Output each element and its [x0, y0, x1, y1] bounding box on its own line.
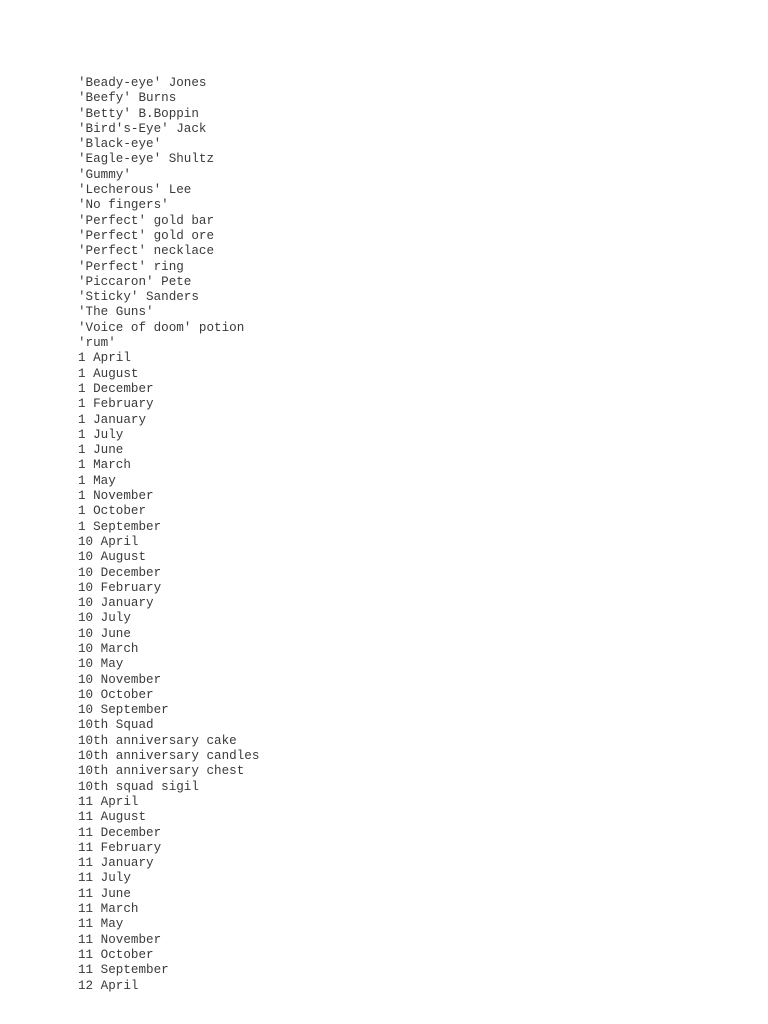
text-line: 11 February: [78, 840, 162, 855]
text-line: 11 June: [78, 886, 131, 901]
text-line: 'Perfect' necklace: [78, 244, 215, 259]
text-line: 11 March: [78, 902, 139, 917]
text-line: 'Eagle-eye' Shultz: [78, 152, 215, 167]
text-line: 10th anniversary candles: [78, 749, 260, 764]
document-page: [78, 76, 259, 994]
text-line: 'Beady-eye' Jones: [78, 76, 207, 90]
text-line: 1 May: [78, 473, 116, 488]
text-line: 1 February: [78, 397, 154, 412]
text-line: 1 December: [78, 381, 154, 396]
text-line: 'Lecherous' Lee: [78, 183, 192, 198]
text-line: 1 March: [78, 458, 131, 473]
text-line: 10 April: [78, 534, 139, 549]
text-line: 11 April: [78, 794, 139, 809]
text-line: 1 April: [78, 351, 131, 366]
text-line: 10 December: [78, 565, 162, 580]
text-line: 'Gummy': [78, 167, 131, 182]
text-line: 1 October: [78, 504, 147, 519]
text-line: 10 March: [78, 641, 139, 656]
text-line: 10 August: [78, 550, 147, 565]
text-line: 10 July: [78, 611, 131, 626]
text-line: 1 July: [78, 427, 124, 442]
text-line: 'Sticky' Sanders: [78, 290, 199, 305]
text-line: 'rum': [78, 336, 116, 351]
text-line: 1 June: [78, 443, 124, 458]
text-line: 1 September: [78, 519, 162, 534]
text-line: 11 January: [78, 856, 154, 871]
text-line: 11 July: [78, 871, 131, 886]
text-line: 10 January: [78, 596, 154, 611]
text-line: 10 November: [78, 672, 162, 687]
text-line: 1 November: [78, 489, 154, 504]
text-line: 10 June: [78, 626, 131, 641]
text-line: 10 September: [78, 703, 169, 718]
text-line: 'Perfect' gold bar: [78, 213, 215, 228]
text-line: 11 May: [78, 917, 124, 932]
text-line: 11 December: [78, 825, 162, 840]
text-line: 12 April: [78, 978, 139, 993]
text-line: 11 September: [78, 963, 169, 978]
text-line: 'Black-eye': [78, 137, 162, 152]
text-line: 'Perfect' ring: [78, 259, 184, 274]
text-line: 10 February: [78, 580, 162, 595]
text-line: 11 October: [78, 947, 154, 962]
text-line: 1 August: [78, 366, 139, 381]
text-line: 10 May: [78, 657, 124, 672]
text-line: 1 January: [78, 412, 147, 427]
text-line: 'Bird's-Eye' Jack: [78, 121, 207, 136]
text-line: 'The Guns': [78, 305, 154, 320]
text-line: 'Beefy' Burns: [78, 91, 177, 106]
text-line: 10th anniversary chest: [78, 764, 245, 779]
text-line: 10th anniversary cake: [78, 733, 237, 748]
text-line: 'Voice of doom' potion: [78, 320, 245, 335]
text-line: 'No fingers': [78, 198, 169, 213]
text-line: 'Perfect' gold ore: [78, 228, 215, 243]
text-line: 10 October: [78, 687, 154, 702]
text-line: 11 November: [78, 932, 162, 947]
text-line: 'Betty' B.Boppin: [78, 106, 199, 121]
text-line: 10th squad sigil: [78, 779, 199, 794]
text-line: 11 August: [78, 810, 147, 825]
text-line: 10th Squad: [78, 718, 154, 733]
text-line: 'Piccaron' Pete: [78, 274, 192, 289]
